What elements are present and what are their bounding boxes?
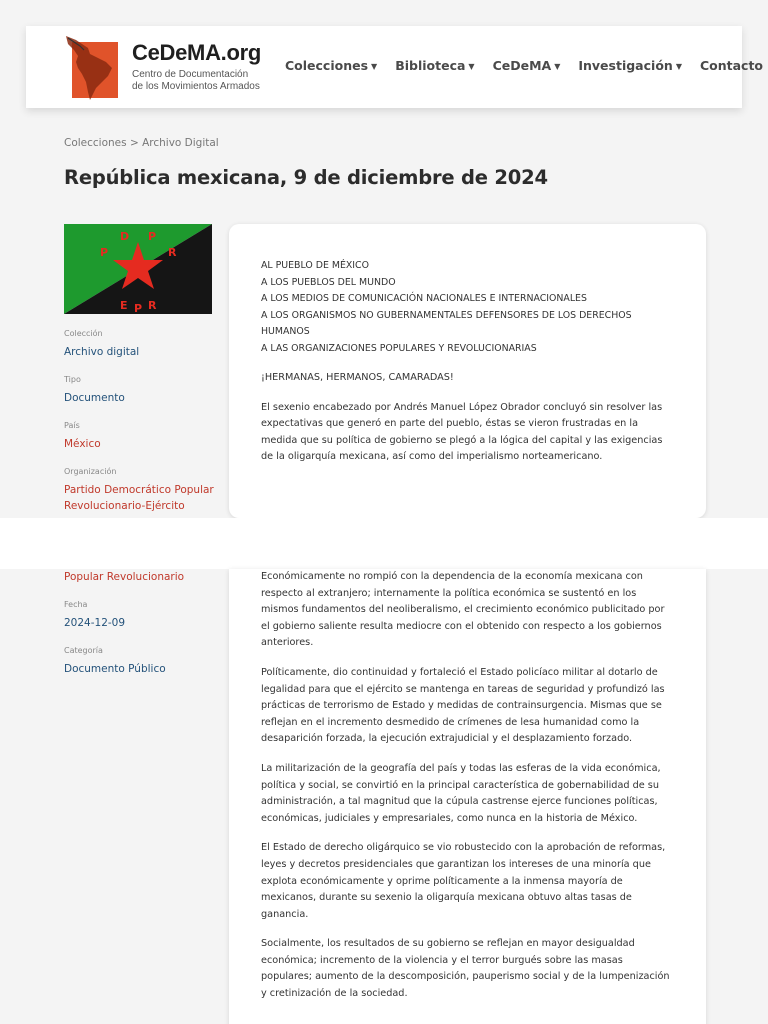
flag-letter: R (148, 299, 157, 312)
caret-down-icon: ▼ (468, 62, 475, 71)
caret-down-icon: ▼ (675, 62, 682, 71)
breadcrumb[interactable]: Colecciones > Archivo Digital (64, 137, 219, 149)
document-card (229, 224, 706, 518)
document-card-continued (229, 569, 706, 1024)
flag-letter: R (168, 246, 177, 259)
nav-colecciones[interactable]: Colecciones ▼ (285, 58, 378, 73)
address-line: A LOS PUEBLOS DEL MUNDO (261, 276, 396, 288)
organizacion-label: Organización (64, 467, 117, 476)
tipo-label: Tipo (64, 375, 81, 384)
flag-letter: P (148, 230, 157, 243)
nav-cedema[interactable]: CeDeMA ▼ (492, 58, 561, 73)
document-paragraph: La militarización de la geografía del país y todas las esferas de la vida económica, política y social, se convirtió en la principal característica de gobernabilidad de su administración, a tal magnitud que la cúpula castrense ejerce funciones políticas, económicas, judiciales y empresariales, como nunca en la historia de México. (261, 762, 661, 824)
nav-biblioteca[interactable]: Biblioteca ▼ (395, 58, 475, 73)
coleccion-link[interactable]: Archivo digital (64, 346, 140, 358)
page-gap (0, 518, 768, 569)
page-title: República mexicana, 9 de diciembre de 2024 (64, 166, 548, 189)
document-paragraph: Socialmente, los resultados de su gobierno se reflejan en mayor desigualdad económica; incremento de la violencia y el terror burgués sobre las masas populares; aumento de la descomposición, pauperismo social y de la lumpenización y cretinización de la sociedad. (261, 938, 670, 1000)
categoria-link[interactable]: Documento Público (64, 663, 166, 675)
logo-map-icon[interactable] (62, 32, 122, 102)
pais-label: País (64, 421, 80, 430)
categoria-label: Categoría (64, 646, 103, 655)
caret-down-icon: ▼ (371, 62, 378, 71)
main-nav (285, 58, 763, 73)
coleccion-label: Colección (64, 329, 103, 338)
organizacion-line-2: Revolucionario-Ejército (64, 500, 185, 512)
flag-letter: P (134, 302, 143, 314)
address-line: A LOS ORGANISMOS NO GUBERNAMENTALES DEFENSORES DE LOS DERECHOS (261, 309, 632, 321)
address-line: A LOS MEDIOS DE COMUNICACIÓN NACIONALES E INTERNACIONALES (261, 293, 587, 304)
nav-investigacion[interactable]: Investigación ▼ (578, 58, 682, 73)
document-paragraph: El sexenio encabezado por Andrés Manuel López Obrador concluyó sin resolver las expectativas que generó en parte del pueblo, éstas se vieron frustradas en la medida que su política de gobierno se plegó a la lógica del capital y las exigencias de la oligarquía mexicana, así como del imperialismo norteamericano. (261, 401, 663, 463)
site-header (26, 26, 764, 108)
fecha-value[interactable]: 2024-12-09 (64, 617, 126, 629)
caret-down-icon: ▼ (554, 62, 561, 71)
flag-letter: P (100, 246, 109, 259)
flag-letter: E (120, 299, 128, 312)
document-paragraph: Políticamente, dio continuidad y fortaleció el Estado policíaco militar al dotarlo de legalidad para que el ejército se mantenga en tareas de seguridad y profundizó las prácticas de terrorismo de Estado y medidas de contrainsurgencia. Mismas que se reflejan en el incremento desmedido de crímenes de lesa humanidad como la desaparición forzada, la ejecución extrajudicial y el desplazamiento forzado. (261, 666, 665, 745)
organizacion-line-3[interactable]: Popular Revolucionario (64, 571, 185, 583)
document-address (261, 258, 674, 357)
logo-subtitle-line-1: Centro de Documentación (132, 69, 249, 80)
address-line: HUMANOS (261, 326, 310, 337)
fecha-label: Fecha (64, 600, 88, 609)
organizacion-line-1: Partido Democrático Popular (64, 484, 214, 496)
document-greeting: ¡HERMANAS, HERMANOS, CAMARADAS! (261, 372, 454, 383)
nav-contacto[interactable]: Contacto (699, 58, 764, 73)
address-line: A LAS ORGANIZACIONES POPULARES Y REVOLUCIONARIAS (261, 342, 537, 354)
flag-letter: D (120, 230, 130, 243)
metadata-sidebar (64, 224, 224, 514)
logo-title[interactable]: CeDeMA.org (132, 40, 262, 65)
logo-subtitle (132, 69, 260, 93)
document-paragraph: El Estado de derecho oligárquico se vio robustecido con la aprobación de reformas, leyes y decretos presidenciales que garantizan los intereses de una minoría que explota económicamente y oprime políticamente a la inmensa mayoría de mexicanos, durante su sexenio la oligarquía mexicana obtuvo altas tasas de ganancia. (261, 842, 666, 920)
pais-link[interactable]: México (64, 438, 101, 450)
logo-subtitle-line-2: de los Movimientos Armados (132, 81, 260, 92)
document-paragraph: Económicamente no rompió con la dependencia de la economía mexicana con respecto al extranjero; internamente la política económica se sustentó en los mismos fundamentos del neoliberalismo, el crecimiento económico publicitado por el gobierno saliente resulta mediocre con el obtenido con respecto a los gobiernos anteriores. (261, 571, 665, 649)
address-line: AL PUEBLO DE MÉXICO (261, 260, 369, 271)
tipo-link[interactable]: Documento (64, 392, 125, 404)
eppr-flag-image (64, 224, 212, 314)
metadata-sidebar-continued (64, 569, 224, 677)
organizacion-link[interactable] (64, 482, 224, 514)
